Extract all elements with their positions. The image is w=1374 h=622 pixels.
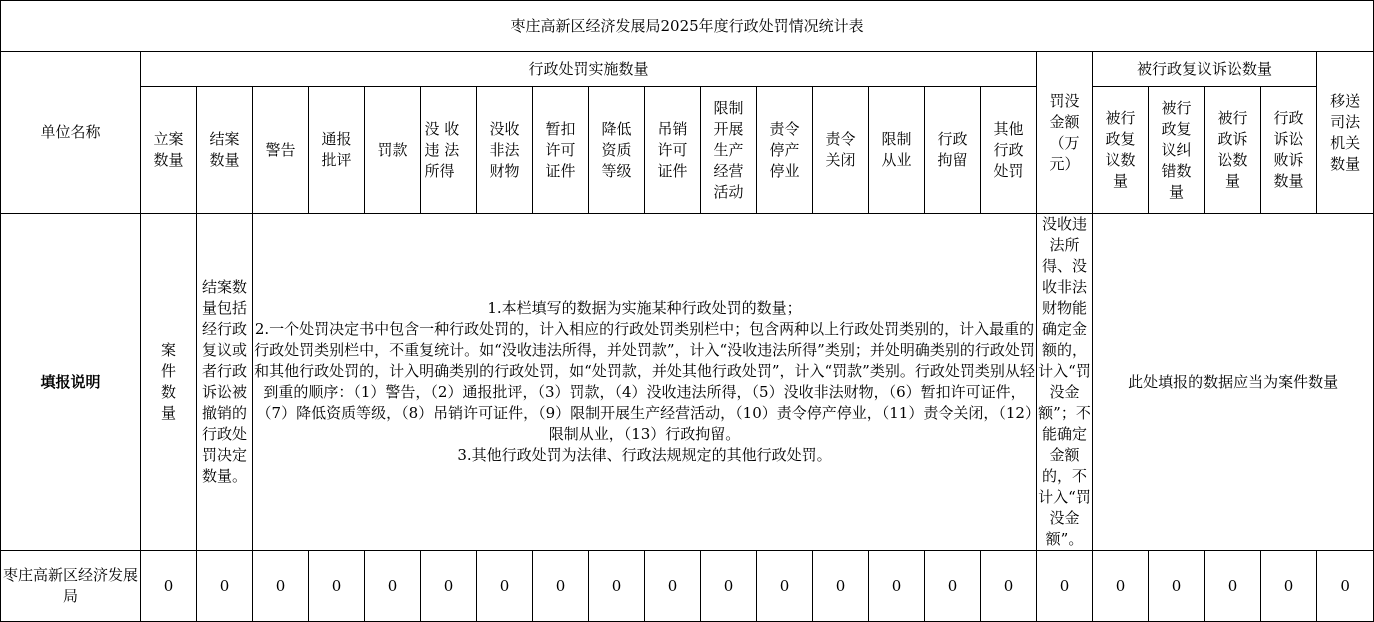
data-cell-restrict-employment: 0 (869, 551, 925, 622)
col-header-review-corrected: 被行政复议纠错数量 (1149, 87, 1205, 214)
col-header-other-penalty: 其他行政处罚 (981, 87, 1037, 214)
data-unit-name: 枣庄高新区经济发展局 (1, 551, 141, 622)
col-header-suspend-license: 暂扣许可证件 (533, 87, 589, 214)
notes-label: 填报说明 (1, 214, 141, 551)
col-header-closed: 结案数量 (197, 87, 253, 214)
data-cell-suspend-license: 0 (533, 551, 589, 622)
col-header-fine: 罚款 (365, 87, 421, 214)
notes-line-3: 3.其他行政处罚为法律、行政法规规定的其他行政处罚。 (457, 446, 832, 464)
data-cell-suspend-production: 0 (757, 551, 813, 622)
col-header-warning: 警告 (253, 87, 309, 214)
data-cell-detention: 0 (925, 551, 981, 622)
notes-review: 此处填报的数据应当为案件数量 (1093, 214, 1374, 551)
notes-closed: 结案数量包括经行政复议或者行政诉讼被撤销的行政处罚决定数量。 (197, 214, 253, 551)
data-cell-confiscate-property: 0 (477, 551, 533, 622)
col-header-restrict-employment: 限制从业 (869, 87, 925, 214)
data-cell-review-corrected: 0 (1149, 551, 1205, 622)
data-cell-revoke-license: 0 (645, 551, 701, 622)
data-cell-closed: 0 (197, 551, 253, 622)
data-cell-confiscate-gains: 0 (421, 551, 477, 622)
data-cell-other-penalty: 0 (981, 551, 1037, 622)
data-cell-litigation-count: 0 (1205, 551, 1261, 622)
col-header-restrict-production: 限制开展生产经营活动 (701, 87, 757, 214)
notes-main (253, 214, 1037, 551)
col-header-lower-qualification: 降低资质等级 (589, 87, 645, 214)
unit-name-header: 单位名称 (1, 52, 141, 214)
col-header-confiscate-illegal-gains: 没 收违 法所得 (421, 87, 477, 214)
data-cell-fine-amount: 0 (1037, 551, 1093, 622)
data-cell-litigation-lost: 0 (1261, 551, 1317, 622)
col-header-detention: 行政拘留 (925, 87, 981, 214)
data-cell-review-count: 0 (1093, 551, 1149, 622)
data-cell-transfer: 0 (1317, 551, 1374, 622)
col-header-circular-criticism: 通报批评 (309, 87, 365, 214)
notes-case-count: 案件数量 (141, 214, 197, 551)
data-cell-restrict-production: 0 (701, 551, 757, 622)
col-header-litigation-count: 被行政诉讼数量 (1205, 87, 1261, 214)
review-group-header: 被行政复议诉讼数量 (1093, 52, 1317, 87)
col-header-order-closure: 责令关闭 (813, 87, 869, 214)
table-title: 枣庄高新区经济发展局2025年度行政处罚情况统计表 (1, 1, 1374, 52)
col-header-confiscate-illegal-property: 没收非法财物 (477, 87, 533, 214)
data-cell-filed: 0 (141, 551, 197, 622)
transfer-header: 移送司法机关数量 (1317, 52, 1374, 214)
data-cell-warning: 0 (253, 551, 309, 622)
fine-amount-header: 罚没金额（万元） (1037, 52, 1093, 214)
col-header-suspend-production: 责令停产停业 (757, 87, 813, 214)
notes-line-1: 1.本栏填写的数据为实施某种行政处罚的数量； (487, 299, 802, 317)
notes-line-2: 2.一个处罚决定书中包含一种行政处罚的，计入相应的行政处罚类别栏中；包含两种以上行政处罚类别的，计入最重的行政处罚类别栏中，不重复统计。如“没收违法所得，并处罚款”，计入“没收违法所得”类别；并处明确类别的行政处罚和其他行政处罚的，计入明确类别的行政处罚，如“处罚款，并处其他行政处罚”，计入“罚款”类别。行政处罚类别从轻到重的顺序：（1）警告，（2）通报批评，（3）罚款，（4）没收违法所得，（5）没收非法财物，（6）暂扣许可证件，（7）降低资质等级，（8）吊销许可证件，（9）限制开展生产经营活动，（10）责令停产停业，（11）责令关闭，（12）限制从业，（13）行政拘留。 (254, 320, 1035, 443)
col-header-revoke-license: 吊销许可证件 (645, 87, 701, 214)
col-header-litigation-lost: 行政诉讼败诉数量 (1261, 87, 1317, 214)
data-cell-lower-qualification: 0 (589, 551, 645, 622)
col-header-filed: 立案数量 (141, 87, 197, 214)
enforcement-group-header: 行政处罚实施数量 (141, 52, 1037, 87)
data-cell-circular-criticism: 0 (309, 551, 365, 622)
data-cell-order-closure: 0 (813, 551, 869, 622)
data-cell-fine: 0 (365, 551, 421, 622)
notes-fine: 没收违法所得、没收非法财物能确定金额的，计入“罚没金额”；不能确定金额的，不计入“罚没金额”。 (1037, 214, 1093, 551)
col-header-review-count: 被行政复议数量 (1093, 87, 1149, 214)
